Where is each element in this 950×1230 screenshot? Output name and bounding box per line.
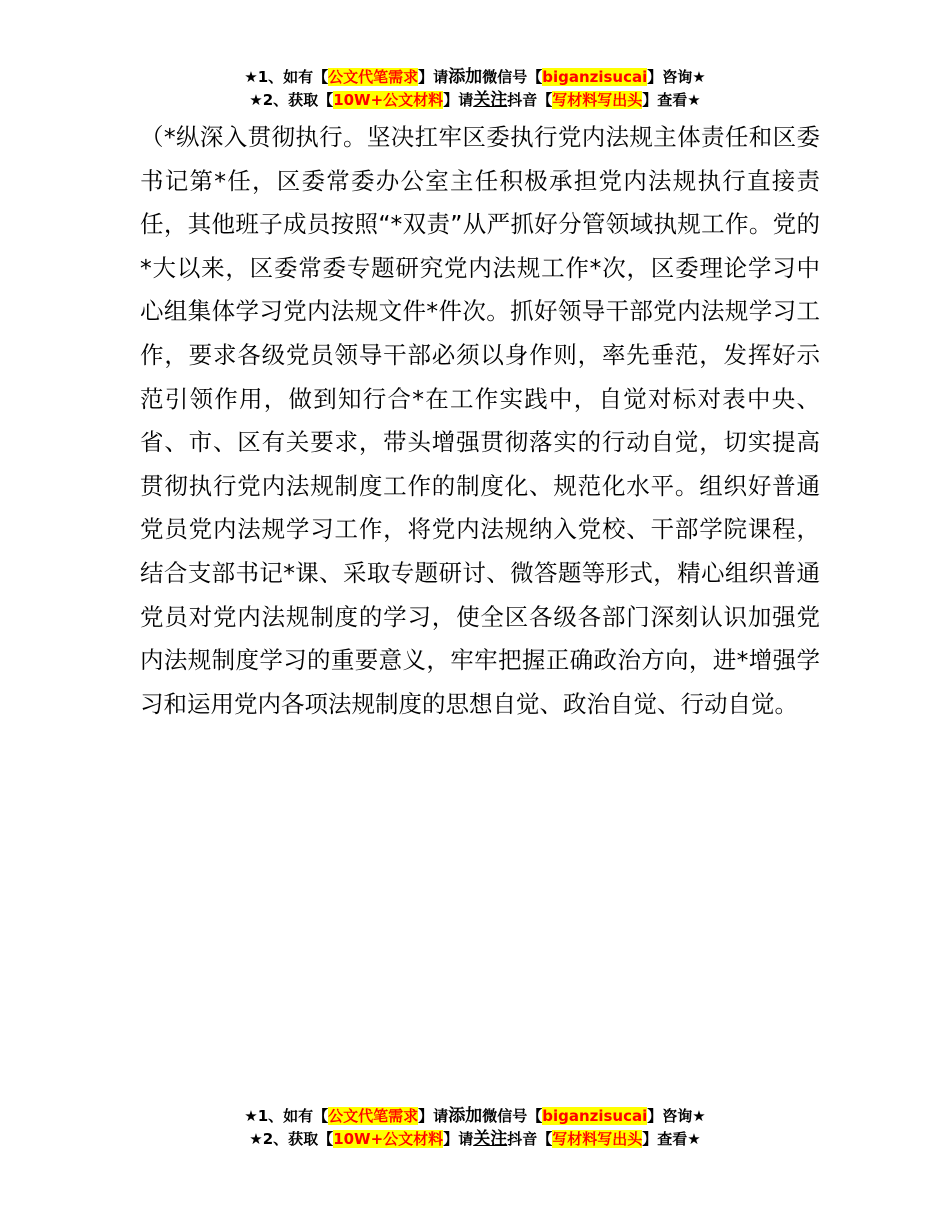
header-line-2-suffix: 】查看	[642, 91, 688, 109]
header-line-2	[0, 89, 950, 112]
follow-emphasis: 关注	[473, 1129, 508, 1149]
star-icon: ★	[692, 68, 706, 86]
ghostwriting-highlight: 公文代笔需求	[328, 1107, 419, 1125]
add-emphasis: 添加	[448, 1106, 483, 1126]
wechat-id-highlight: biganzisucai	[542, 1107, 648, 1125]
header-line-1-mid2: 微信号【	[482, 68, 543, 86]
star-icon: ★	[249, 1130, 263, 1148]
header-line-1	[0, 66, 950, 89]
star-icon: ★	[249, 91, 263, 109]
footer-line-2-mid1: 】请	[443, 1130, 474, 1148]
body-paragraph: （*纵深入贯彻执行。坚决扛牢区委执行党内法规主体责任和区委书记第*任，区委常委办公室主任积极承担党内法规执行直接责任，其他班子成员按照“*双责”从严抓好分管领域执规工作。党的*大以来，区委常委专题研究党内法规工作*次，区委理论学习中心组集体学习党内法规文件*件次。抓好领导干部党内法规学习工作，要求各级党员领导干部必须以身作则，率先垂范，发挥好示范引领作用，做到知行合*在工作实践中，自觉对标对表中央、省、市、区有关要求，带头增强贯彻落实的行动自觉，切实提高贯彻执行党内法规制度工作的制度化、规范化水平。组织好普通党员党内法规学习工作，将党内法规纳入党校、干部学院课程，结合支部书记*课、采取专题研讨、微答题等形式，精心组织普通党员对党内法规制度的学习，使全区各级各部门深刻认识加强党内法规制度学习的重要意义，牢牢把握正确政治方向，进*增强学习和运用党内各项法规制度的思想自觉、政治自觉、行动自觉。	[140, 123, 820, 718]
footer-line-2-prefix: 2、获取【	[262, 1130, 334, 1148]
footer-line-1-prefix: 1、如有【	[257, 1107, 329, 1125]
douyin-account-highlight: 写材料写出头	[552, 1130, 643, 1148]
materials-highlight: 10W+公文材料	[333, 1130, 444, 1148]
header-line-2-mid1: 】请	[443, 91, 474, 109]
ghostwriting-highlight: 公文代笔需求	[328, 68, 419, 86]
wechat-id-highlight: biganzisucai	[542, 68, 648, 86]
footer-line-1-mid1: 】请	[418, 1107, 449, 1125]
footer-line-1	[0, 1105, 950, 1128]
star-icon: ★	[687, 1130, 701, 1148]
footer-banner	[0, 1105, 950, 1151]
star-icon: ★	[244, 68, 258, 86]
follow-emphasis: 关注	[473, 90, 508, 110]
footer-line-2-suffix: 】查看	[642, 1130, 688, 1148]
footer-line-1-suffix: 】咨询	[647, 1107, 693, 1125]
footer-line-2-mid2: 抖音【	[507, 1130, 553, 1148]
star-icon: ★	[692, 1107, 706, 1125]
materials-highlight: 10W+公文材料	[333, 91, 444, 109]
header-line-2-mid2: 抖音【	[507, 91, 553, 109]
header-line-1-mid1: 】请	[418, 68, 449, 86]
footer-line-1-mid2: 微信号【	[482, 1107, 543, 1125]
header-line-1-suffix: 】咨询	[647, 68, 693, 86]
star-icon: ★	[687, 91, 701, 109]
header-banner	[0, 66, 950, 112]
header-line-2-prefix: 2、获取【	[262, 91, 334, 109]
star-icon: ★	[244, 1107, 258, 1125]
add-emphasis: 添加	[448, 67, 483, 87]
douyin-account-highlight: 写材料写出头	[552, 91, 643, 109]
footer-line-2	[0, 1128, 950, 1151]
header-line-1-prefix: 1、如有【	[257, 68, 329, 86]
